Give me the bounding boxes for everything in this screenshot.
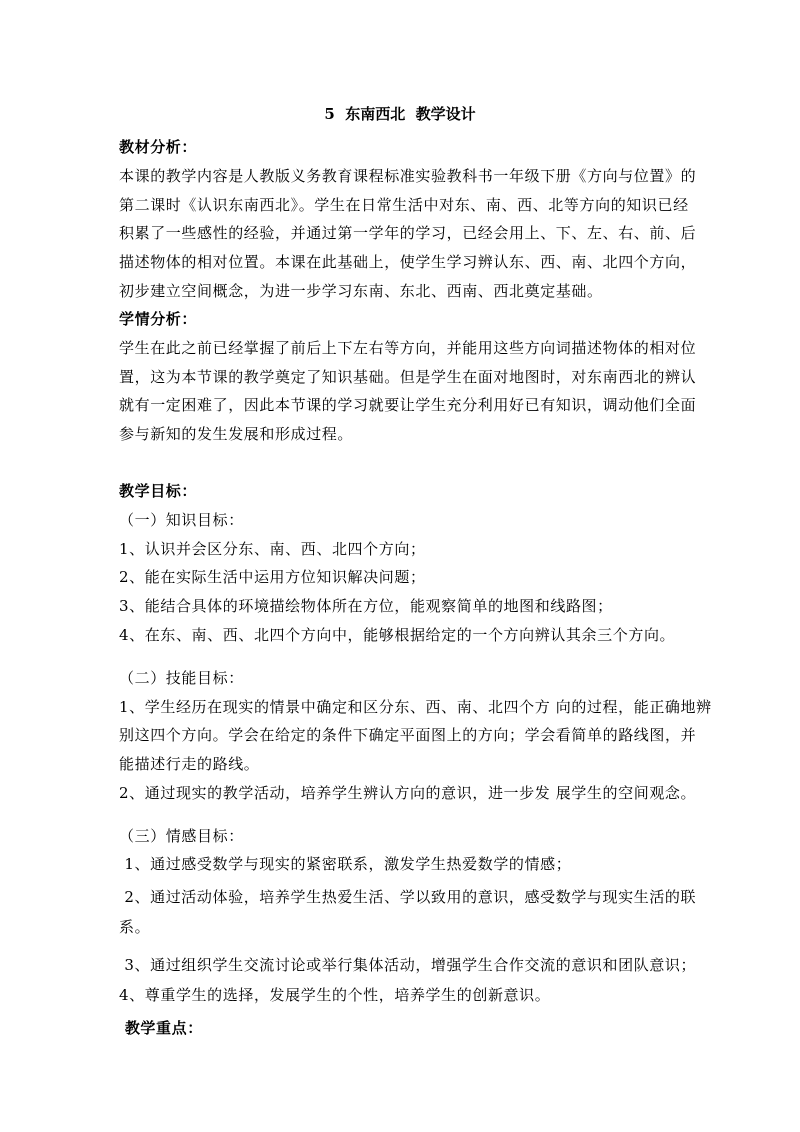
list-item: 2、能在实际生活中运用方位知识解决问题； [119, 568, 426, 586]
paragraph-line: 3、通过组织学生交流讨论或举行集体活动，增强学生合作交流的意识和团队意识； [119, 956, 697, 974]
paragraph-line: 积累了一些感性的经验，并通过第一学年的学习，已经会用上、下、左、右、前、后 [119, 224, 697, 242]
section-heading-goals: 教学目标： [119, 482, 198, 500]
subheading-skills: （二）技能目标： [119, 669, 244, 687]
paragraph-line: 2、通过活动体验，培养学生热爱生活、学以致用的意识，感受数学与现实生活的联 [119, 888, 697, 906]
paragraph-line: 能描述行走的路线。 [119, 755, 260, 773]
section-heading-material: 教材分析： [119, 138, 198, 156]
paragraph-line: 1、通过感受数学与现实的紧密联系，激发学生热爱数学的情感； [119, 855, 572, 873]
paragraph-line: 初步建立空间概念，为进一步学习东南、东北、西南、西北奠定基础。 [119, 282, 603, 300]
paragraph-line: 参与新知的发生发展和形成过程。 [119, 425, 354, 443]
paragraph-line: 学生在此之前已经掌握了前后上下左右等方向，并能用这些方向词描述物体的相对位 [119, 339, 697, 357]
list-item: 4、在东、南、西、北四个方向中，能够根据给定的一个方向辨认其余三个方向。 [119, 626, 676, 644]
paragraph-line: 置，这为本节课的教学奠定了知识基础。但是学生在面对地图时，对东南西北的辨认 [119, 368, 697, 386]
paragraph-line: 4、尊重学生的选择，发展学生的个性，培养学生的创新意识。 [119, 986, 551, 1004]
paragraph-line: 本课的教学内容是人教版义务教育课程标准实验教科书一年级下册《方向与位置》的 [119, 167, 697, 185]
list-item: 1、认识并会区分东、南、西、北四个方向； [119, 540, 426, 558]
subheading-knowledge: （一）知识目标： [119, 511, 244, 529]
paragraph-line: 就有一定困难了，因此本节课的学习就要让学生充分利用好已有知识，调动他们全面 [119, 396, 697, 414]
paragraph-line: 1、学生经历在现实的情景中确定和区分东、西、南、北四个方 向的过程，能正确地辨 [119, 698, 712, 716]
section-heading-keypoints: 教学重点： [119, 1019, 203, 1037]
list-item: 3、能结合具体的环境描绘物体所在方位，能观察简单的地图和线路图； [119, 597, 613, 615]
subheading-emotion: （三）情感目标： [119, 827, 244, 845]
paragraph-line: 别这四个方向。学会在给定的条件下确定平面图上的方向；学会看简单的路线图，并 [119, 726, 697, 744]
section-heading-students: 学情分析： [119, 310, 198, 328]
paragraph-line: 描述物体的相对位置。本课在此基础上，使学生学习辨认东、西、南、北四个方向， [119, 253, 697, 271]
paragraph-line: 第二课时《认识东南西北》。学生在日常生活中对东、南、西、北等方向的知识已经 [119, 196, 689, 214]
paragraph-line: 2、通过现实的教学活动，培养学生辨认方向的意识，进一步发 展学生的空间观念。 [119, 784, 697, 802]
paragraph-line: 系。 [119, 918, 151, 936]
page-title: 5 东南西北 教学设计 [324, 105, 476, 123]
